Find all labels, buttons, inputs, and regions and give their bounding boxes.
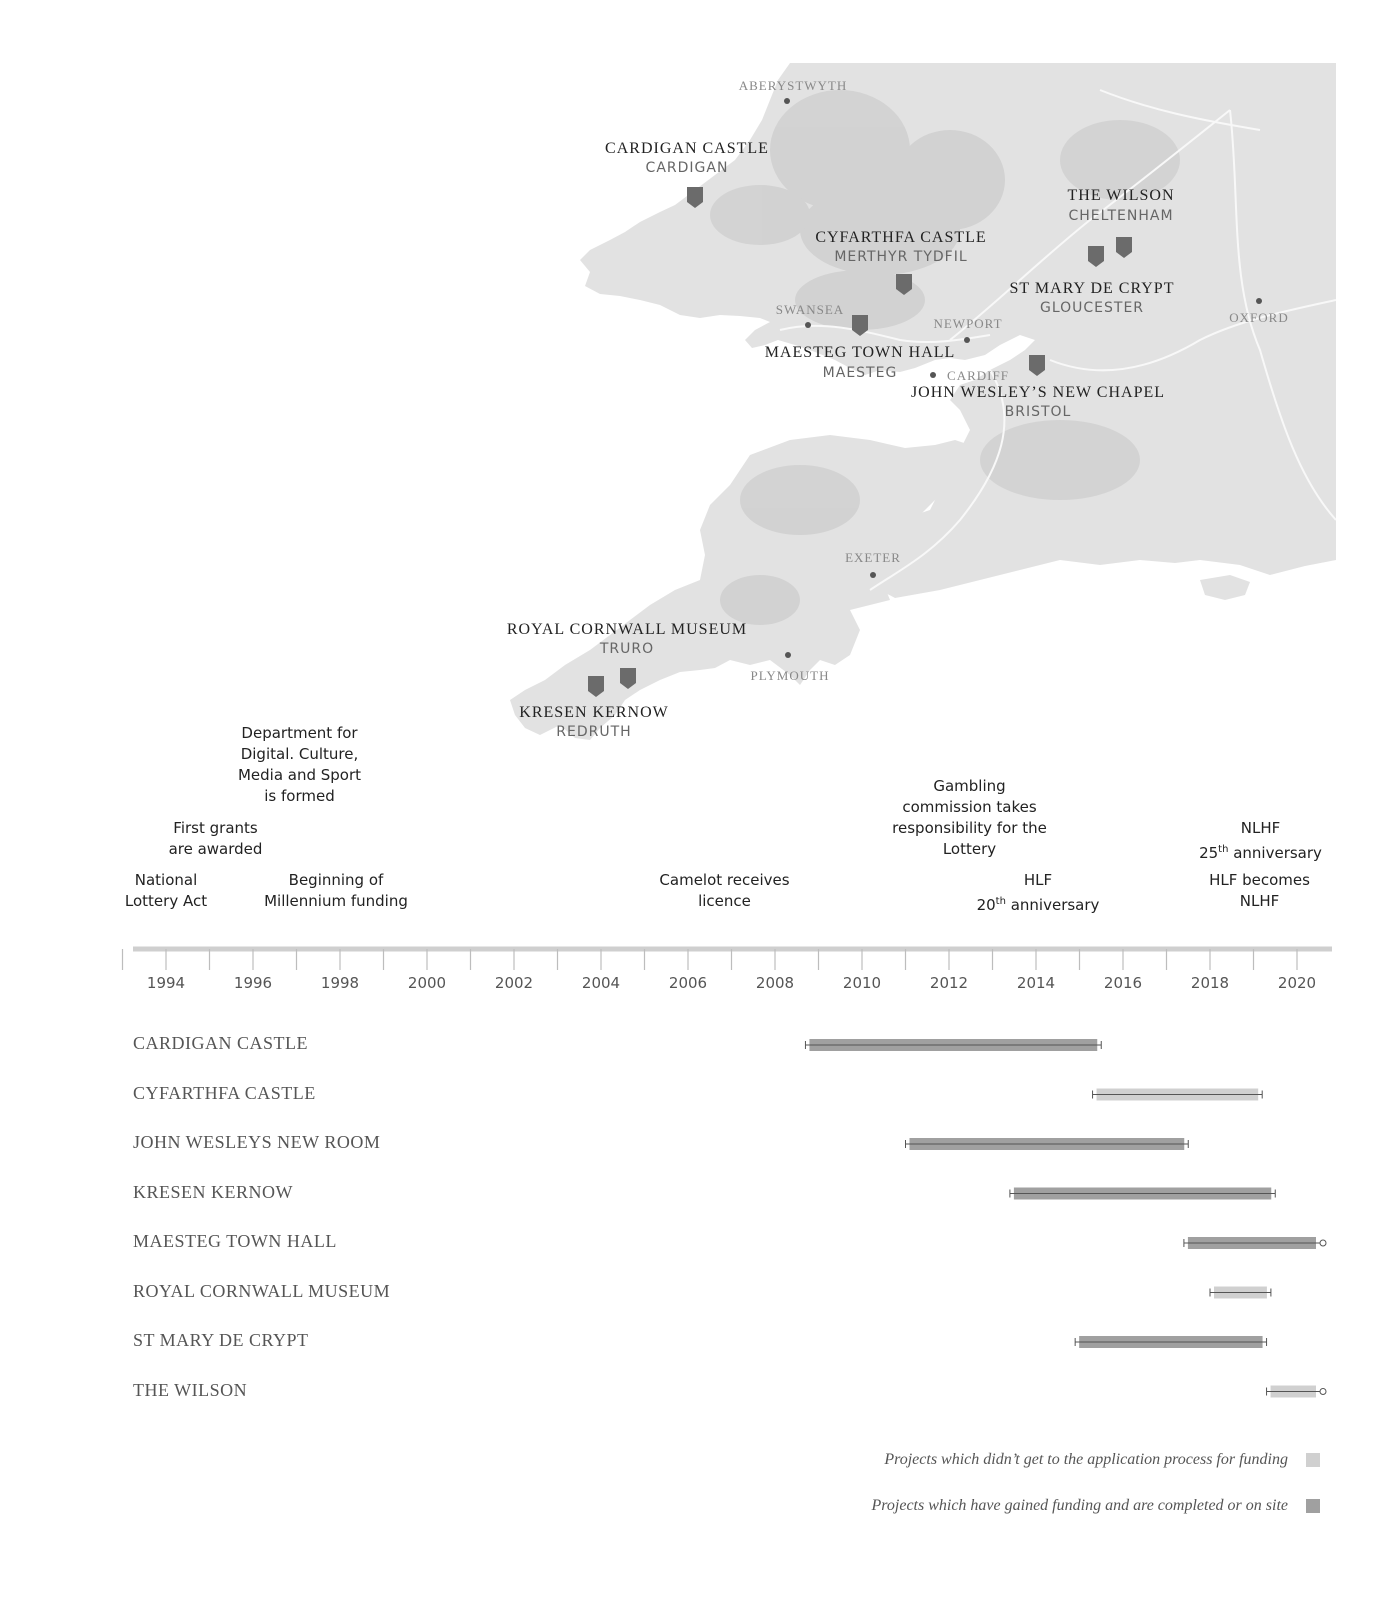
timeline-event-label: HLF 20th anniversary <box>976 871 1100 914</box>
regional-map <box>0 0 1400 770</box>
site-town-label: MERTHYR TYDFIL <box>834 249 968 265</box>
timeline-tick-label: 2020 <box>1277 974 1317 992</box>
timeline-event-label: HLF becomes NLHF <box>1209 871 1310 910</box>
timeline-tick-label: 2014 <box>1016 974 1056 992</box>
site-name-label: CARDIGAN CASTLE <box>605 140 769 157</box>
site-name-label: ROYAL CORNWALL MUSEUM <box>506 621 748 638</box>
project-name: ST MARY DE CRYPT <box>133 1330 309 1350</box>
timeline-tick-label: 2018 <box>1190 974 1230 992</box>
site-name-label: JOHN WESLEY’S NEW CHAPEL <box>910 384 1166 401</box>
project-name: THE WILSON <box>133 1379 248 1400</box>
timeline-axis <box>0 900 1400 1000</box>
project-name: CARDIGAN CASTLE <box>133 1033 309 1053</box>
town-label: CARDIFF <box>947 368 1009 383</box>
timeline-event-label: First grants are awarded <box>168 819 263 858</box>
timeline-event-label: Department for Digital. Culture, Media and Sport is formed <box>237 724 362 805</box>
timeline-tick-label: 1994 <box>146 974 186 992</box>
site-town-label: REDRUTH <box>556 724 632 740</box>
site-town-label: TRURO <box>599 641 655 657</box>
town-label: ABERYSTWYTH <box>738 78 848 93</box>
timeline-tick-label: 1996 <box>233 974 273 992</box>
timeline-tick-label: 2000 <box>407 974 447 992</box>
site-town-label: CHELTENHAM <box>1068 208 1174 224</box>
project-bar <box>1267 1386 1326 1398</box>
project-bar <box>1093 1089 1263 1101</box>
timeline-ticks <box>123 949 1298 970</box>
project-bar <box>1210 1287 1271 1299</box>
legend-label: Projects which didn’t get to the application process for funding <box>884 1451 1288 1468</box>
project-name: JOHN WESLEYS NEW ROOM <box>133 1132 381 1152</box>
project-name: CYFARTHFA CASTLE <box>133 1082 316 1103</box>
legend-item <box>871 1497 1320 1515</box>
site-town-label: BRISTOL <box>1004 404 1072 420</box>
timeline-event-label: National Lottery Act <box>124 871 208 910</box>
site-town-label: GLOUCESTER <box>1039 300 1145 316</box>
site-name-label: ST MARY DE CRYPT <box>1009 280 1175 297</box>
timeline-tick-label: 2016 <box>1103 974 1143 992</box>
timeline-tick-label: 2002 <box>494 974 534 992</box>
timeline-tick-label: 2006 <box>668 974 708 992</box>
land-island <box>1200 575 1250 600</box>
timeline-event-label: Gambling commission takes responsibility for the Lottery <box>892 777 1047 858</box>
project-bar-open-end <box>1320 1389 1326 1395</box>
timeline-tick-label: 2012 <box>929 974 969 992</box>
legend-swatch <box>1306 1499 1320 1513</box>
site-town-label: CARDIGAN <box>645 160 729 176</box>
project-bars <box>0 1020 1400 1420</box>
site-name-label: MAESTEG TOWN HALL <box>764 344 956 361</box>
legend-swatch <box>1306 1453 1320 1467</box>
project-name: ROYAL CORNWALL MUSEUM <box>133 1280 391 1301</box>
town-label: EXETER <box>845 550 901 565</box>
timeline-tick-label: 2008 <box>755 974 795 992</box>
timeline-event-label: Camelot receives licence <box>659 871 790 910</box>
site-name-label: CYFARTHFA CASTLE <box>815 229 987 246</box>
timeline-event-label: NLHF 25th anniversary <box>1199 819 1322 862</box>
town-label: PLYMOUTH <box>750 668 830 683</box>
project-bar <box>1184 1237 1326 1249</box>
project-bar <box>1075 1336 1266 1348</box>
project-bar-open-end <box>1320 1240 1326 1246</box>
timeline-tick-label: 2004 <box>581 974 621 992</box>
project-name: KRESEN KERNOW <box>133 1181 293 1202</box>
site-name-label: THE WILSON <box>1067 187 1175 204</box>
town-label: SWANSEA <box>775 302 845 317</box>
timeline-event-label: Beginning of Millennium funding <box>264 871 408 910</box>
site-town-label: MAESTEG <box>822 365 898 381</box>
project-bar <box>906 1138 1189 1150</box>
timeline-tick-label: 2010 <box>842 974 882 992</box>
project-bar <box>1010 1188 1275 1200</box>
timeline-tick-label: 1998 <box>320 974 360 992</box>
legend-item <box>884 1451 1320 1469</box>
timeline-tick-labels <box>147 974 1316 992</box>
town-label: OXFORD <box>1229 310 1289 325</box>
project-bar <box>805 1039 1101 1051</box>
legend-label: Projects which have gained funding and are completed or on site <box>871 1497 1288 1514</box>
project-name: MAESTEG TOWN HALL <box>133 1231 337 1251</box>
town-label: NEWPORT <box>933 316 1003 331</box>
site-name-label: KRESEN KERNOW <box>519 704 669 721</box>
